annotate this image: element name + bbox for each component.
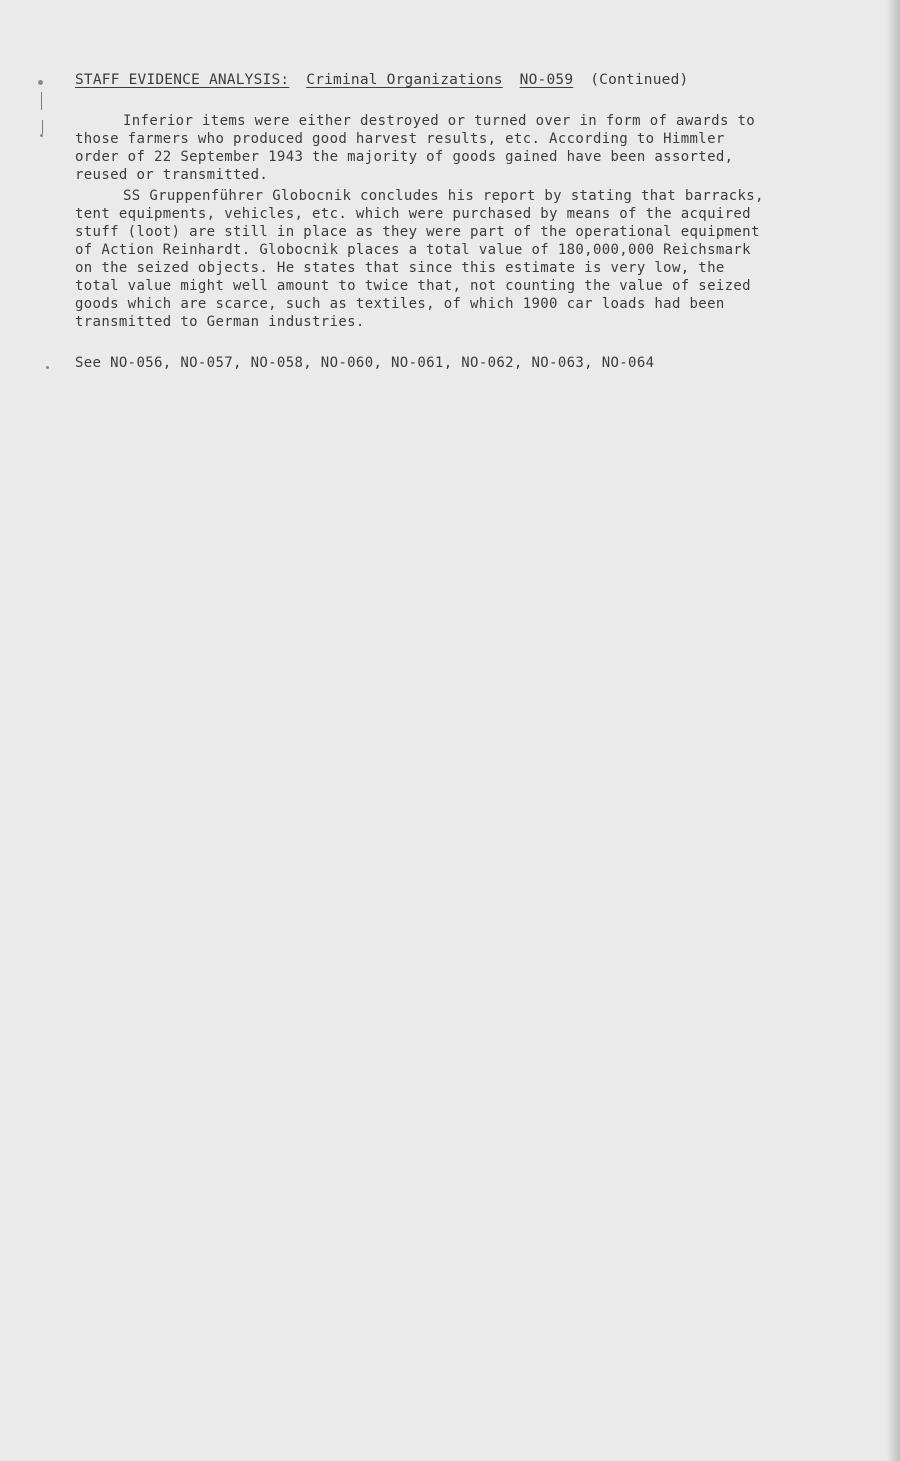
- speck-mark: [46, 366, 49, 369]
- document-heading: [75, 72, 795, 88]
- margin-mark: [42, 120, 43, 134]
- paragraph-1-line-4: reused or transmitted.: [75, 167, 269, 183]
- paragraph-2-line-1: SS Gruppenführer Globocnik concludes his report by stating that barracks,: [123, 188, 764, 204]
- heading-subject: Criminal Organizations: [306, 72, 503, 88]
- paragraph-2-line-2: tent equipments, vehicles, etc. which were purchased by means of the acquired: [75, 206, 751, 222]
- paragraph-2-line-4: of Action Reinhardt. Globocnik places a total value of 180,000,000 Reichsmark: [75, 242, 751, 258]
- heading-continued-note: (Continued): [590, 72, 689, 88]
- see-also-references: See NO-056, NO-057, NO-058, NO-060, NO-061, NO-062, NO-063, NO-064: [75, 355, 655, 371]
- paragraph-1-line-3: order of 22 September 1943 the majority of goods gained have been assorted,: [75, 149, 734, 165]
- paragraph-2-line-7: goods which are scarce, such as textiles, of which 1900 car loads had been: [75, 296, 725, 312]
- paragraph-2-line-5: on the seized objects. He states that since this estimate is very low, the: [75, 260, 725, 276]
- margin-mark: [41, 92, 42, 110]
- paragraph-2-line-3: stuff (loot) are still in place as they were part of the operational equipment: [75, 224, 760, 240]
- heading-title: STAFF EVIDENCE ANALYSIS:: [75, 72, 290, 88]
- punch-mark: [40, 134, 43, 137]
- page-edge-shadow: [886, 0, 900, 1461]
- punch-mark: [38, 80, 43, 85]
- paragraph-2-line-6: total value might well amount to twice that, not counting the value of seized: [75, 278, 751, 294]
- paragraph-2-line-8: transmitted to German industries.: [75, 314, 365, 330]
- heading-number: NO-059: [519, 72, 574, 88]
- paragraph-1-line-2: those farmers who produced good harvest results, etc. According to Himmler: [75, 131, 725, 147]
- paragraph-1-line-1: Inferior items were either destroyed or turned over in form of awards to: [123, 113, 756, 129]
